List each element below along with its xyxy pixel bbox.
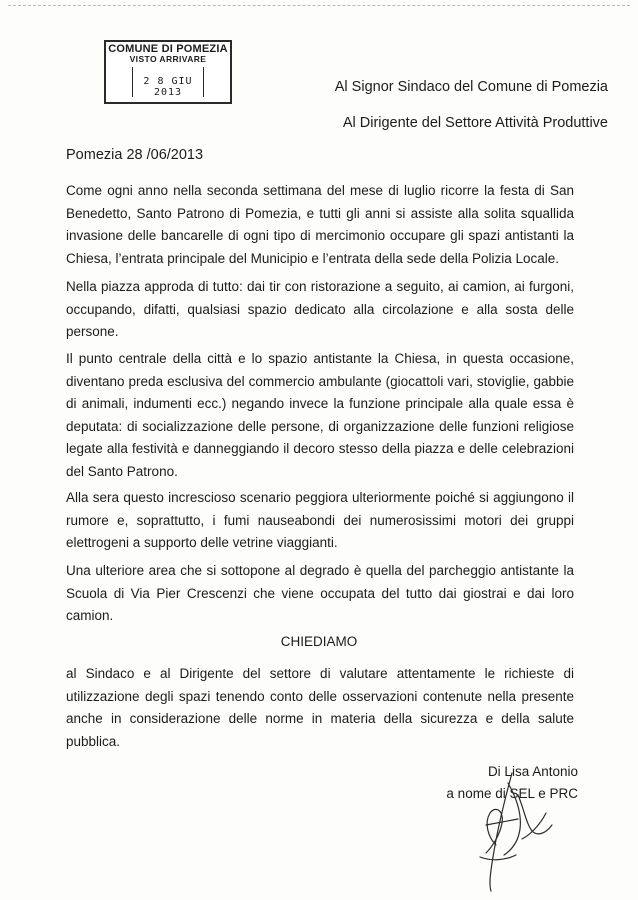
paragraph-city-center: Il punto centrale della città e lo spazio antistante la Chiesa, in questa occasione, diventano preda esclusiva del commercio ambulante (giocattoli vari, stoviglie, gabbie di animali, indumenti ecc.) negando invece la funzione principale alla quale essa è deputata: di socializzazione delle persone, di organizzazione delle funzioni religiose legate alla festività e danneggiando il decoro stesso della piazza e delle celebrazioni del Santo Patrono.: [66, 351, 574, 479]
stamp-subtitle: VISTO ARRIVARE: [129, 54, 207, 64]
paragraph-square: Nella piazza approda di tutto: dai tir con ristorazione a seguito, ai camion, ai furgoni, occupando, difatti, qualsiasi spazio dedicato alla circolazione e alla sosta delle persone.: [66, 279, 574, 339]
letter-date: Pomezia 28 /06/2013: [66, 147, 204, 163]
request-heading: CHIEDIAMO: [280, 634, 358, 649]
arrival-stamp: [104, 40, 232, 104]
stamp-date: 2 8 GIU 2013: [143, 76, 193, 98]
signatory-name: Di Lisa Antonio: [487, 764, 578, 779]
handwritten-signature: [460, 765, 570, 895]
signatory-on-behalf: a nome di SEL e PRC: [446, 786, 578, 801]
stamp-date-box: [132, 67, 204, 97]
paragraph-evening: Alla sera questo increscioso scenario peggiora ulteriormente poiché si aggiungono il rumore e, soprattutto, i fumi nauseabondi dei numerosissimi motori dei gruppi elettrogeni a supporto delle vetrine viaggianti.: [66, 490, 574, 550]
paragraph-parking: Una ulteriore area che si sottopone al degrado è quella del parcheggio antistante la Scuola di Via Pier Crescenzi che viene occupata del tutto dai giostrai e dai loro camion.: [66, 563, 574, 623]
addressee-director: Al Dirigente del Settore Attività Produttive: [342, 115, 608, 131]
paragraph-request: al Sindaco e al Dirigente del settore di valutare attentamente le richieste di utilizzazione degli spazi tenendo conto delle osservazioni contenute nella presente anche in considerazione delle norme in materia della sicurezza e della salute pubblica.: [66, 666, 574, 749]
stamp-title: COMUNE DI POMEZIA: [108, 43, 228, 55]
addressee-mayor: Al Signor Sindaco del Comune di Pomezia: [334, 79, 608, 95]
paragraph-festival: Come ogni anno nella seconda settimana del mese di luglio ricorre la festa di San Benedetto, Santo Patrono di Pomezia, e tutti gli anni si assiste alla solita squallida invasione delle bancarelle di ogni tipo di mercimonio occupare gli spazi antistanti la Chiesa, l’entrata principale del Municipio e l’entrata della sede della Polizia Locale.: [66, 183, 574, 266]
page-top-rule: [8, 5, 630, 6]
